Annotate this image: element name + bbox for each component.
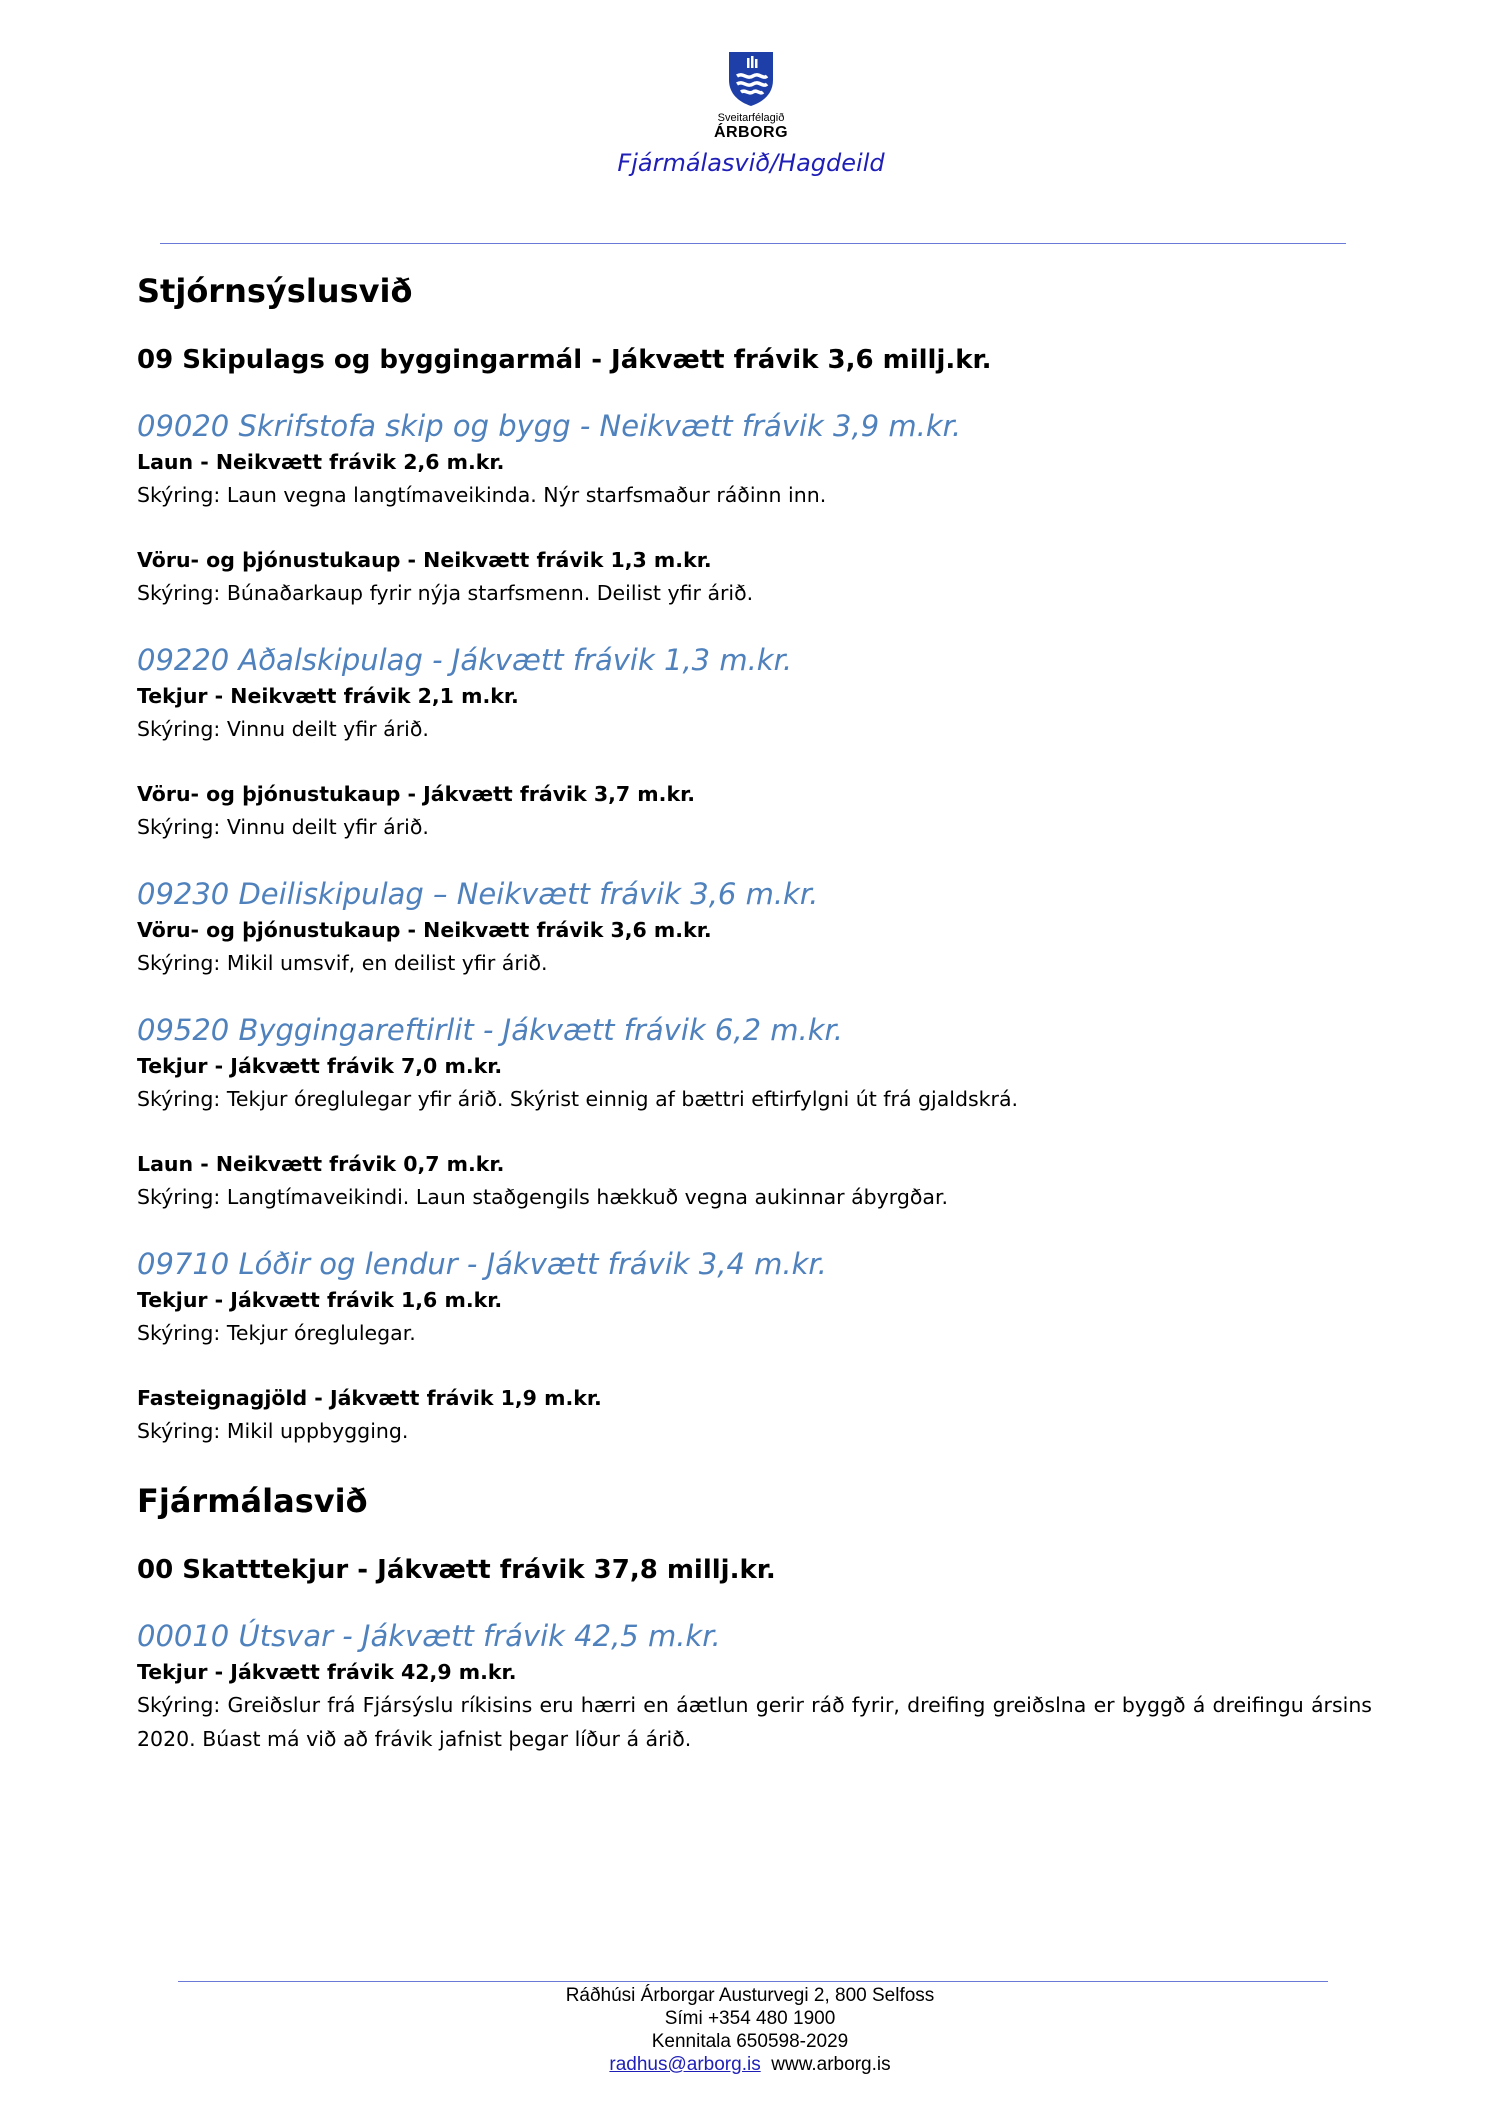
unit-title: 09520 Byggingareftirlit - Jákvætt frávik 6,2 m.kr. xyxy=(137,1013,843,1047)
item-text: Skýring: Greiðslur frá Fjársýslu ríkisins eru hærri en áætlun gerir ráð fyrir, dreifing greiðslna er byggð á dreifingu ársins 2020. Búast má við að frávik jafnist þegar líður á árið. xyxy=(137,1693,1372,1751)
item-label: Fasteignagjöld - Jákvætt frávik 1,9 m.kr. xyxy=(137,1386,602,1410)
footer-contact xyxy=(450,2053,1050,2076)
footer-address: Ráðhúsi Árborgar Austurvegi 2, 800 Selfoss xyxy=(565,1985,935,2006)
item-label: Vöru- og þjónustukaup - Jákvætt frávik 3,7 m.kr. xyxy=(137,782,696,806)
item-label: Vöru- og þjónustukaup - Neikvætt frávik 1,3 m.kr. xyxy=(137,548,712,572)
item-text: Skýring: Vinnu deilt yfir árið. xyxy=(137,717,429,741)
footer-id-number: Kennitala 650598-2029 xyxy=(651,2031,849,2052)
arborg-crest-icon xyxy=(727,50,775,108)
item-text: Skýring: Tekjur óreglulegar yfir árið. Skýrist einnig af bættri eftirfylgni út frá gjaldskrá. xyxy=(137,1087,1019,1111)
website-text: www.arborg.is xyxy=(771,2054,891,2075)
item-text: Skýring: Búnaðarkaup fyrir nýja starfsmenn. Deilist yfir árið. xyxy=(137,581,754,605)
item-text: Skýring: Langtímaveikindi. Laun staðgengils hækkuð vegna aukinnar ábyrgðar. xyxy=(137,1185,949,1209)
item-label: Tekjur - Neikvætt frávik 2,1 m.kr. xyxy=(137,684,519,708)
report-body xyxy=(137,268,1372,1756)
item-text: Skýring: Laun vegna langtímaveikinda. Nýr starfsmaður ráðinn inn. xyxy=(137,483,827,507)
item-text: Skýring: Vinnu deilt yfir árið. xyxy=(137,815,429,839)
item-label: Tekjur - Jákvætt frávik 1,6 m.kr. xyxy=(137,1288,503,1312)
department-name: Fjármálasvið/Hagdeild xyxy=(617,149,885,177)
email-link[interactable]: radhus@arborg.is xyxy=(609,2054,761,2075)
item-label: Tekjur - Jákvætt frávik 7,0 m.kr. xyxy=(137,1054,503,1078)
unit-title: 09230 Deiliskipulag – Neikvætt frávik 3,6 m.kr. xyxy=(137,877,819,911)
item-label: Tekjur - Jákvætt frávik 42,9 m.kr. xyxy=(137,1660,517,1684)
chapter-title: 00 Skatttekjur - Jákvætt frávik 37,8 millj.kr. xyxy=(137,1555,776,1585)
item-text: Skýring: Tekjur óreglulegar. xyxy=(137,1321,416,1345)
unit-title: 09020 Skrifstofa skip og bygg - Neikvætt frávik 3,9 m.kr. xyxy=(137,409,962,443)
unit-title: 00010 Útsvar - Jákvætt frávik 42,5 m.kr. xyxy=(137,1619,721,1653)
footer xyxy=(450,1984,1050,2076)
unit-title: 09710 Lóðir og lendur - Jákvætt frávik 3,4 m.kr. xyxy=(137,1247,827,1281)
chapter-title: 09 Skipulags og byggingarmál - Jákvætt frávik 3,6 millj.kr. xyxy=(137,345,992,375)
section-title: Stjórnsýslusvið xyxy=(137,272,413,310)
item-text: Skýring: Mikil uppbygging. xyxy=(137,1419,409,1443)
footer-divider xyxy=(178,1981,1328,1982)
header-divider xyxy=(160,243,1346,244)
logo-title: ÁRBORG xyxy=(713,124,789,141)
item-label: Laun - Neikvætt frávik 2,6 m.kr. xyxy=(137,450,505,474)
logo-subtitle: Sveitarfélagið xyxy=(717,112,785,124)
section-title: Fjármálasvið xyxy=(137,1482,368,1520)
unit-title: 09220 Aðalskipulag - Jákvætt frávik 1,3 m.kr. xyxy=(137,643,793,677)
item-text: Skýring: Mikil umsvif, en deilist yfir árið. xyxy=(137,951,548,975)
footer-phone: Sími +354 480 1900 xyxy=(664,2008,836,2029)
item-label: Laun - Neikvætt frávik 0,7 m.kr. xyxy=(137,1152,505,1176)
item-label: Vöru- og þjónustukaup - Neikvætt frávik 3,6 m.kr. xyxy=(137,918,712,942)
